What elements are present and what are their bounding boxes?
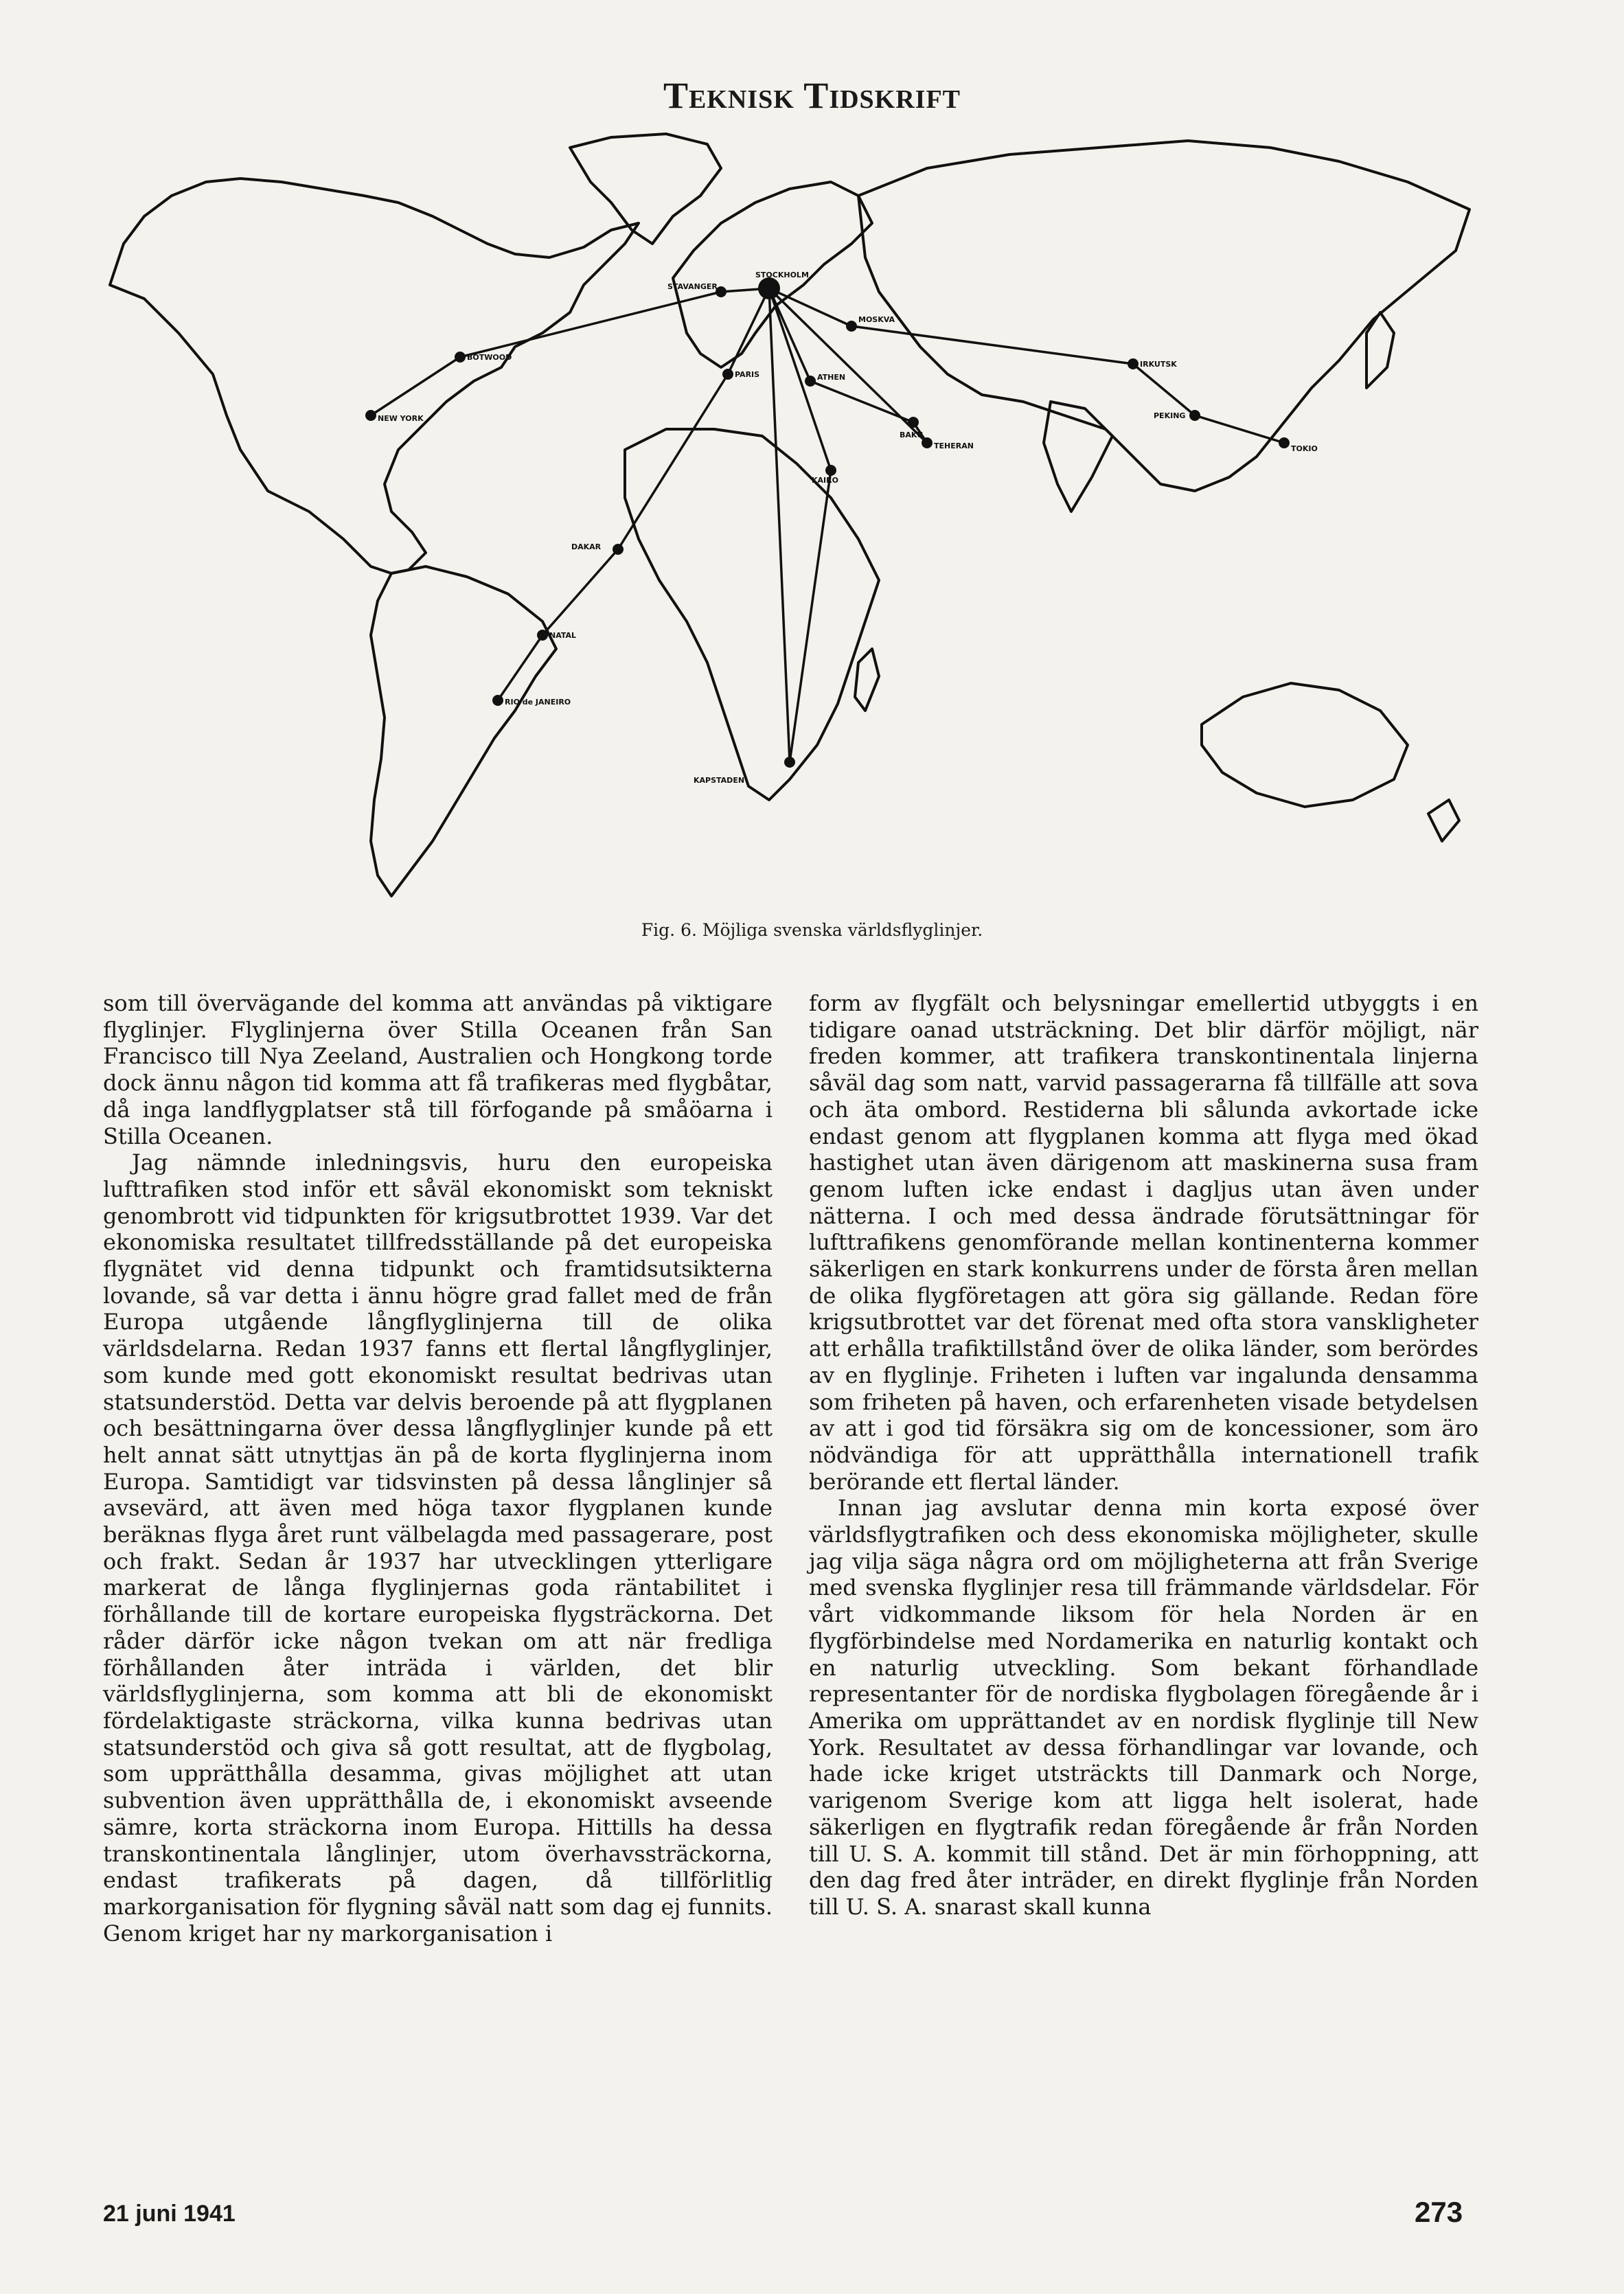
- route-stockholm-moskva: [769, 288, 851, 326]
- right-text-column: [809, 990, 1478, 1920]
- city-marker-moskva: [846, 321, 857, 332]
- city-label-paris: PARIS: [735, 370, 760, 379]
- city-marker-peking: [1189, 410, 1200, 421]
- route-stockholm-paris: [728, 288, 769, 374]
- city-label-baku: BAKU: [900, 431, 924, 439]
- south-america-outline: [371, 566, 556, 896]
- route-stockholm-athen: [769, 288, 810, 381]
- north-america-outline: [110, 179, 639, 573]
- route-dakar-natal: [542, 549, 618, 635]
- city-label-natal: NATAL: [549, 631, 577, 640]
- journal-title: Teknisk Tidskrift: [663, 75, 961, 116]
- greenland-outline: [570, 134, 721, 244]
- city-marker-botwood: [455, 352, 466, 363]
- route-stockholm-kapstaden: [769, 288, 790, 762]
- city-label-rio: RIO de JANEIRO: [505, 698, 571, 707]
- city-label-botwood: BOTWOOD: [467, 353, 512, 362]
- africa-outline: [625, 429, 879, 800]
- figure-caption: Fig. 6. Möjliga svenska världsflyglinjer.: [641, 920, 983, 940]
- route-moskva-irkutsk: [851, 326, 1133, 364]
- city-label-stockholm: STOCKHOLM: [755, 271, 809, 279]
- route-natal-rio: [498, 635, 542, 700]
- city-label-athen: ATHEN: [817, 373, 846, 382]
- city-marker-irkutsk: [1128, 358, 1139, 369]
- issue-date: 21 juni 1941: [103, 2201, 236, 2227]
- new-zealand-outline: [1428, 800, 1459, 841]
- city-marker-baku: [908, 417, 919, 428]
- city-marker-stockholm: [758, 277, 780, 299]
- route-paris-dakar: [618, 374, 728, 549]
- paragraph: som till övervägande del komma att användas på viktigare flyglinjer. Flyglinjerna över Stilla Oceanen från San Francisco till Nya Zeeland, Australien och Hongkong torde dock ännu någon tid komma att få trafikeras med flygbåtar, då inga landflygplatser stå till förfogande på småöarna i Stilla Oceanen.: [103, 990, 773, 1149]
- city-marker-kapstaden: [784, 757, 795, 768]
- city-marker-paris: [722, 369, 733, 380]
- city-marker-rio: [492, 695, 503, 706]
- madagascar-outline: [855, 649, 879, 711]
- route-stavanger-botwood: [460, 292, 721, 357]
- paragraph: Jag nämnde inledningsvis, huru den europeiska lufttrafiken stod inför ett såväl ekonomiskt som tekniskt genombrott vid tidpunkten för krigsutbrottet 1939. Var det ekonomiska resultatet tillfredsställande på det europeiska flygnätet vid denna tidpunkt och framtidsutsikterna lovande, så var detta i ännu högre grad fallet med de från Europa utgående långflyglinjerna till de olika världsdelarna. Redan 1937 fanns ett flertal långflyglinjer, som kunde med gott ekonomiskt resultat bedrivas utan statsunderstöd. Detta var delvis beroende på att flygplanen och besättningarna över dessa långflyglinjer kunde på ett helt annat sätt utnyttjas än på de korta flyglinjerna inom Europa. Samtidigt var tidsvinsten på dessa långlinjer så avsevärd, att även med höga taxor flygplanen kunde beräknas flyga året runt välbelagda med passagerare, post och frakt. Sedan år 1937 har utvecklingen ytterligare markerat de långa flyglinjernas goda räntabilitet i förhållande till de kortare europeiska flygsträckorna. Det råder därför icke någon tvekan om att när fredliga förhållanden åter inträda i världen, det blir världsflyglinjerna, som komma att bli de ekonomiskt fördelaktigaste sträckorna, vilka kunna bedrivas utan statsunderstöd och giva så gott resultat, att de flygbolag, som upprätthålla desamma, givas möjlighet att utan subvention även upprätthålla de, i ekonomiskt avseende sämre, korta sträckorna inom Europa. Hittills ha dessa transkontinentala långlinjer, utom överhavssträckorna, endast trafikerats på dagen, då tillförlitlig markorganisation för flygning såväl natt som dag ej funnits. Genom kriget har ny markorganisation i: [103, 1149, 773, 1947]
- city-label-moskva: MOSKVA: [858, 315, 895, 324]
- paragraph: Innan jag avslutar denna min korta exposé över världsflygtrafiken och dess ekonomiska möjligheter, skulle jag vilja säga några ord om möjligheterna att från Sverige med svenska flyglinjer resa till främmande världsdelar. För vårt vidkommande liksom för hela Norden är en flygförbindelse med Nordamerika en naturlig kontakt och en naturlig utveckling. Som bekant förhandlade representanter för de nordiska flygbolagen föregående år i Amerika om upprättandet av en nordisk flyglinje till New York. Resultatet av dessa förhandlingar var lovande, och hade icke kriget utsträckts till Danmark och Norge, varigenom Sverige kom att ligga helt isolerat, hade säkerligen en flygtrafik redan föregående år från Norden till U. S. A. kommit till stånd. Det är min förhoppning, att den dag fred åter inträder, en direkt flyglinje från Norden till U. S. A. snarast skall kunna: [809, 1495, 1478, 1920]
- route-kairo-kapstaden: [790, 470, 831, 762]
- city-marker-teheran: [922, 437, 933, 448]
- world-map: [103, 127, 1483, 934]
- city-marker-natal: [537, 630, 548, 641]
- paragraph: form av flygfält och belysningar emellertid utbyggts i en tidigare oanad utsträckning. Det blir därför möjligt, när freden kommer, att trafikera transkontinentala linjerna såväl dag som natt, varvid passagerarna få tillfälle att sova och äta ombord. Restiderna bli sålunda avkortade icke endast genom att flygplanen komma att flyga med ökad hastighet utan även därigenom att maskinerna susa fram genom luften icke endast i dagljus utan även under nätterna. I och med dessa ändrade förutsättningar för lufttrafikens genomförande mellan kontinenterna kommer säkerligen en stark konkurrens under de första åren mellan de olika flygföretagen att göra sig gällande. Redan före krigsutbrottet var det förenat med ofta stora vanskligheter att erhålla trafiktillstånd över de olika länder, som berördes av en flyglinje. Friheten i luften var ingalunda densamma som friheten på haven, och erfarenheten visade betydelsen av att i god tid försäkra sig om de koncessioner, som äro nödvändiga för att upprätthålla internationell trafik berörande ett flertal länder.: [809, 990, 1478, 1495]
- city-label-peking: PEKING: [1154, 411, 1186, 420]
- city-label-newyork: NEW YORK: [378, 414, 424, 423]
- city-label-teheran: TEHERAN: [934, 441, 974, 450]
- city-label-tokio: TOKIO: [1291, 444, 1318, 453]
- india-outline: [1044, 402, 1112, 512]
- australia-outline: [1202, 683, 1408, 807]
- world-map-figure: [103, 127, 1483, 934]
- route-irkutsk-peking: [1133, 364, 1195, 415]
- left-text-column: [103, 990, 773, 1947]
- city-marker-kairo: [825, 465, 836, 476]
- route-peking-tokio: [1195, 415, 1284, 443]
- route-athen-baku: [810, 381, 913, 422]
- city-label-irkutsk: IRKUTSK: [1140, 360, 1177, 369]
- city-marker-athen: [805, 376, 816, 387]
- city-marker-newyork: [365, 410, 376, 421]
- city-label-kapstaden: KAPSTADEN: [694, 776, 745, 785]
- route-stockholm-teheran: [769, 288, 927, 443]
- city-label-dakar: DAKAR: [571, 542, 602, 551]
- city-marker-tokio: [1279, 437, 1290, 448]
- city-label-kairo: KAIRO: [812, 476, 838, 485]
- page-number: 273: [1415, 2196, 1463, 2228]
- city-label-stavanger: STAVANGER: [667, 282, 718, 291]
- city-marker-dakar: [613, 544, 624, 555]
- route-botwood-newyork: [371, 357, 460, 415]
- city-markers: [365, 271, 1318, 785]
